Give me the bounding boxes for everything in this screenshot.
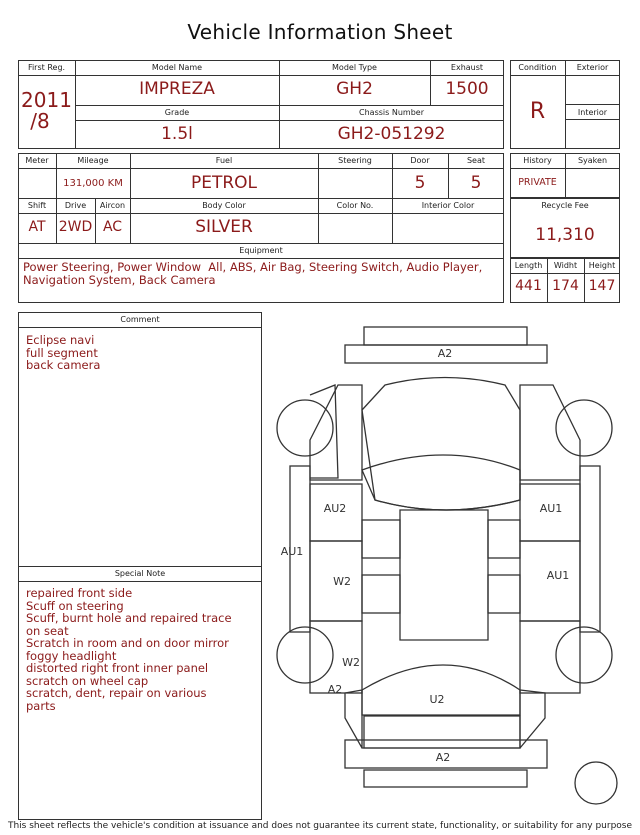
aircon-label: Aircon	[99, 201, 126, 210]
chassis-value: GH2-051292	[337, 124, 446, 144]
damage-code-right-front: AU1	[539, 502, 563, 515]
recycle-fee-value: 11,310	[535, 225, 595, 245]
length-value: 441	[515, 278, 542, 294]
damage-code-front: A2	[437, 347, 453, 360]
damage-code-roof-rear: U2	[429, 693, 445, 706]
steering-label: Steering	[338, 156, 372, 165]
color-no-label: Color No.	[336, 201, 374, 210]
equipment-value: Power Steering, Power Window All, ABS, Air Bag, Steering Switch, Audio Player, Navigation System, Back Camera	[23, 260, 486, 287]
right-front-wheel-part	[556, 400, 612, 456]
body-color-label: Body Color	[202, 201, 246, 210]
comment-label: Comment	[120, 315, 160, 324]
shift-value: AT	[28, 219, 46, 235]
equipment-label: Equipment	[239, 246, 283, 255]
first-reg-month: /8	[30, 109, 50, 133]
right-front-door-part	[520, 541, 580, 621]
damage-code-left-side: AU1	[280, 545, 304, 558]
seat-label: Seat	[466, 156, 486, 165]
windshield-part	[362, 455, 520, 510]
spare-wheel-part	[575, 762, 617, 804]
right-front-fender-part	[520, 385, 580, 480]
front-panel-part	[345, 345, 547, 363]
history-value: PRIVATE	[518, 177, 557, 188]
right-sill-part	[580, 466, 600, 632]
rear-panel-part	[364, 770, 527, 787]
special-note-label: Special Note	[114, 569, 166, 578]
door-value: 5	[414, 173, 426, 193]
left-front-wheel-part	[277, 400, 333, 456]
aircon-value: AC	[102, 219, 123, 235]
first-reg-label: First Reg.	[27, 63, 66, 72]
meter-label: Meter	[25, 156, 49, 165]
damage-code-rear: A2	[435, 751, 451, 764]
rear-hatch-part	[345, 690, 545, 748]
rear-bumper-part	[345, 740, 547, 768]
roof-part	[400, 510, 488, 640]
grade-value: 1.5l	[161, 124, 193, 144]
left-sill-part	[290, 466, 310, 632]
disclaimer-footer: This sheet reflects the vehicle's condition at issuance and does not guarantee its current state, functionality, or suitability for any purpose	[7, 821, 633, 831]
exhaust-value: 1500	[445, 79, 489, 99]
width-label: Widht	[553, 261, 578, 270]
left-front-quarter-part	[310, 484, 362, 541]
exterior-label: Exterior	[576, 63, 609, 72]
damage-code-left-door-front: W2	[333, 575, 351, 588]
recycle-fee-label: Recycle Fee	[541, 201, 589, 210]
height-label: Height	[588, 261, 616, 270]
fuel-label: Fuel	[215, 156, 233, 165]
left-front-fender-part	[310, 385, 362, 480]
rear-window-part	[362, 665, 520, 715]
right-front-quarter-part	[520, 484, 580, 541]
condition-label: Condition	[518, 63, 557, 72]
left-front-door-part	[310, 541, 362, 621]
width-value: 174	[552, 278, 579, 294]
comment-text: Eclipse navi full segment back camera	[26, 333, 101, 372]
damage-code-left-door-rear: W2	[342, 656, 360, 669]
length-label: Length	[514, 261, 543, 270]
sheet-title: Vehicle Information Sheet	[187, 20, 453, 44]
fuel-value: PETROL	[190, 173, 258, 193]
model-type-value: GH2	[336, 79, 373, 99]
exhaust-label: Exhaust	[450, 63, 484, 72]
mileage-value: 131,000 KM	[63, 178, 123, 189]
drive-value: 2WD	[58, 219, 93, 235]
grade-label: Grade	[164, 108, 190, 117]
special-note-text: repaired front side Scuff on steering Scuff, burnt hole and repaired trace on seat Scratch in room and on door mirror foggy headlight distorted right front inner panel scratch on wheel cap scratch, dent, repair on various parts	[26, 586, 232, 713]
body-color-value: SILVER	[195, 217, 253, 237]
model-name-value: IMPREZA	[139, 79, 215, 99]
hood-part	[362, 378, 520, 511]
interior-color-label: Interior Color	[421, 201, 475, 210]
damage-code-right-side: AU1	[546, 569, 570, 582]
shift-label: Shift	[27, 201, 47, 210]
syaken-label: Syaken	[577, 156, 608, 165]
damage-code-left-rear: A2	[327, 683, 343, 696]
right-rear-door-part	[520, 621, 580, 693]
model-name-label: Model Name	[151, 63, 203, 72]
front-bumper-part	[364, 327, 527, 345]
mileage-label: Mileage	[77, 156, 109, 165]
height-value: 147	[588, 278, 616, 294]
drive-label: Drive	[64, 201, 87, 210]
seat-value: 5	[470, 173, 482, 193]
damage-code-left-front: AU2	[323, 502, 347, 515]
left-rear-wheel-part	[277, 627, 333, 683]
right-rear-wheel-part	[556, 627, 612, 683]
interior-label: Interior	[577, 108, 608, 117]
chassis-label: Chassis Number	[359, 108, 424, 117]
first-reg-year: 2011	[21, 88, 72, 112]
model-type-label: Model Type	[332, 63, 377, 72]
condition-value: R	[529, 99, 546, 124]
left-rear-door-part	[310, 621, 362, 693]
door-label: Door	[410, 156, 430, 165]
history-label: History	[523, 156, 552, 165]
